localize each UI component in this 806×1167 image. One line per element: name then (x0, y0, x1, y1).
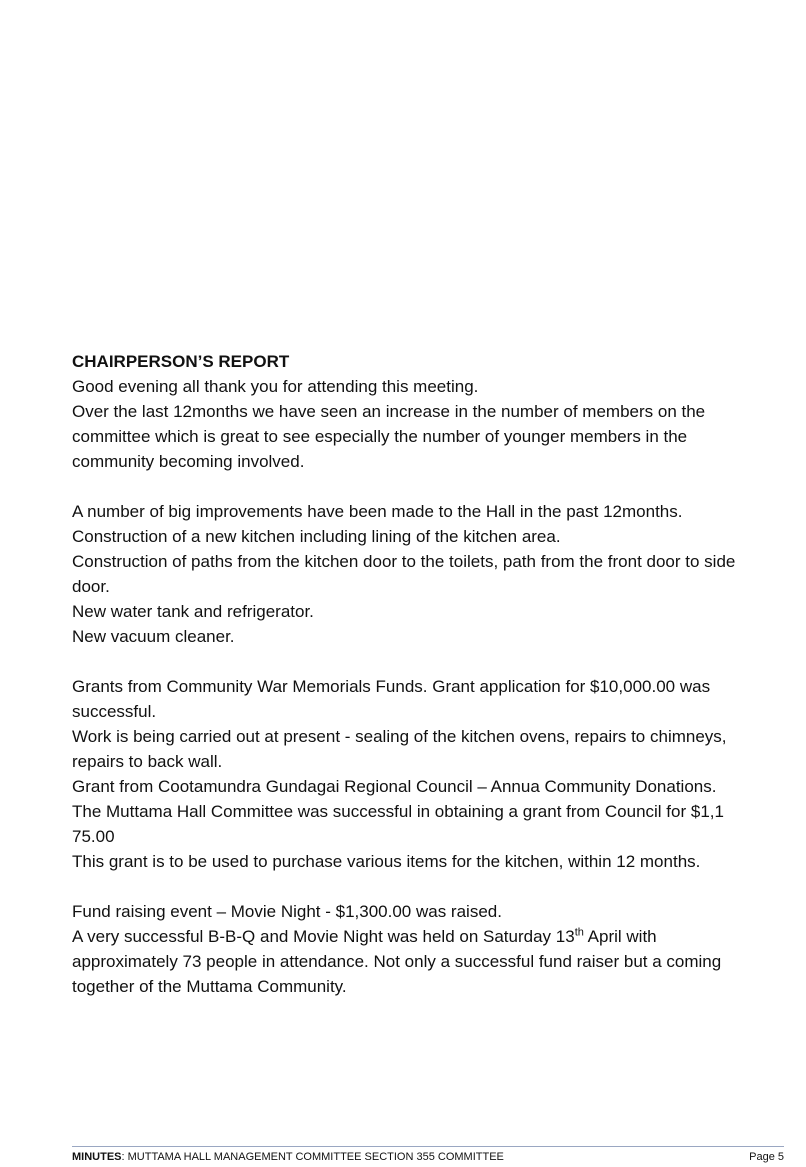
report-line: A number of big improvements have been made to the Hall in the past 12months. (72, 502, 683, 521)
report-line: Grant from Cootamundra Gundagai Regional Council – Annua Community Donations. (72, 777, 717, 796)
page-number: Page 5 (749, 1151, 784, 1163)
report-line: Fund raising event – Movie Night - $1,300.00 was raised. (72, 902, 502, 921)
report-line: Over the last 12months we have seen an increase in the number of members on the committee which is great to see especially the number of younger members in the community becoming involved. (72, 402, 706, 471)
paragraph-gap (72, 874, 742, 899)
footer-divider (72, 1146, 784, 1147)
paragraph-gap (72, 649, 742, 674)
report-line: New vacuum cleaner. (72, 627, 235, 646)
report-line-movie-night (72, 924, 742, 999)
footer-title (72, 1150, 504, 1164)
ordinal-suffix: th (574, 926, 584, 939)
report-line: Construction of paths from the kitchen door to the toilets, path from the front door to side door. (72, 552, 736, 596)
footer-committee-name: : MUTTAMA HALL MANAGEMENT COMMITTEE SECTION 355 COMMITTEE (121, 1151, 504, 1163)
report-line: This grant is to be used to purchase various items for the kitchen, within 12 months. (72, 852, 701, 871)
report-line: Good evening all thank you for attending this meeting. (72, 377, 479, 396)
report-heading: CHAIRPERSON’S REPORT (72, 352, 290, 371)
report-line: Construction of a new kitchen including lining of the kitchen area. (72, 527, 561, 546)
footer-label: MINUTES (72, 1151, 122, 1163)
report-line: New water tank and refrigerator. (72, 602, 314, 621)
chairpersons-report (72, 349, 742, 999)
report-line: The Muttama Hall Committee was successful in obtaining a grant from Council for $1,1 75.00 (72, 802, 724, 846)
report-line: Work is being carried out at present - sealing of the kitchen ovens, repairs to chimneys, repairs to back wall. (72, 727, 727, 771)
text-segment: A very successful B-B-Q and Movie Night was held on Saturday 13 (72, 927, 575, 946)
page-footer (72, 1150, 784, 1164)
report-line: Grants from Community War Memorials Funds. Grant application for $10,000.00 was successful. (72, 677, 711, 721)
text-segment: April with approximately 73 people in attendance. Not only a successful fund raiser but a coming together of the Muttama Community. (72, 927, 722, 996)
paragraph-gap (72, 474, 742, 499)
